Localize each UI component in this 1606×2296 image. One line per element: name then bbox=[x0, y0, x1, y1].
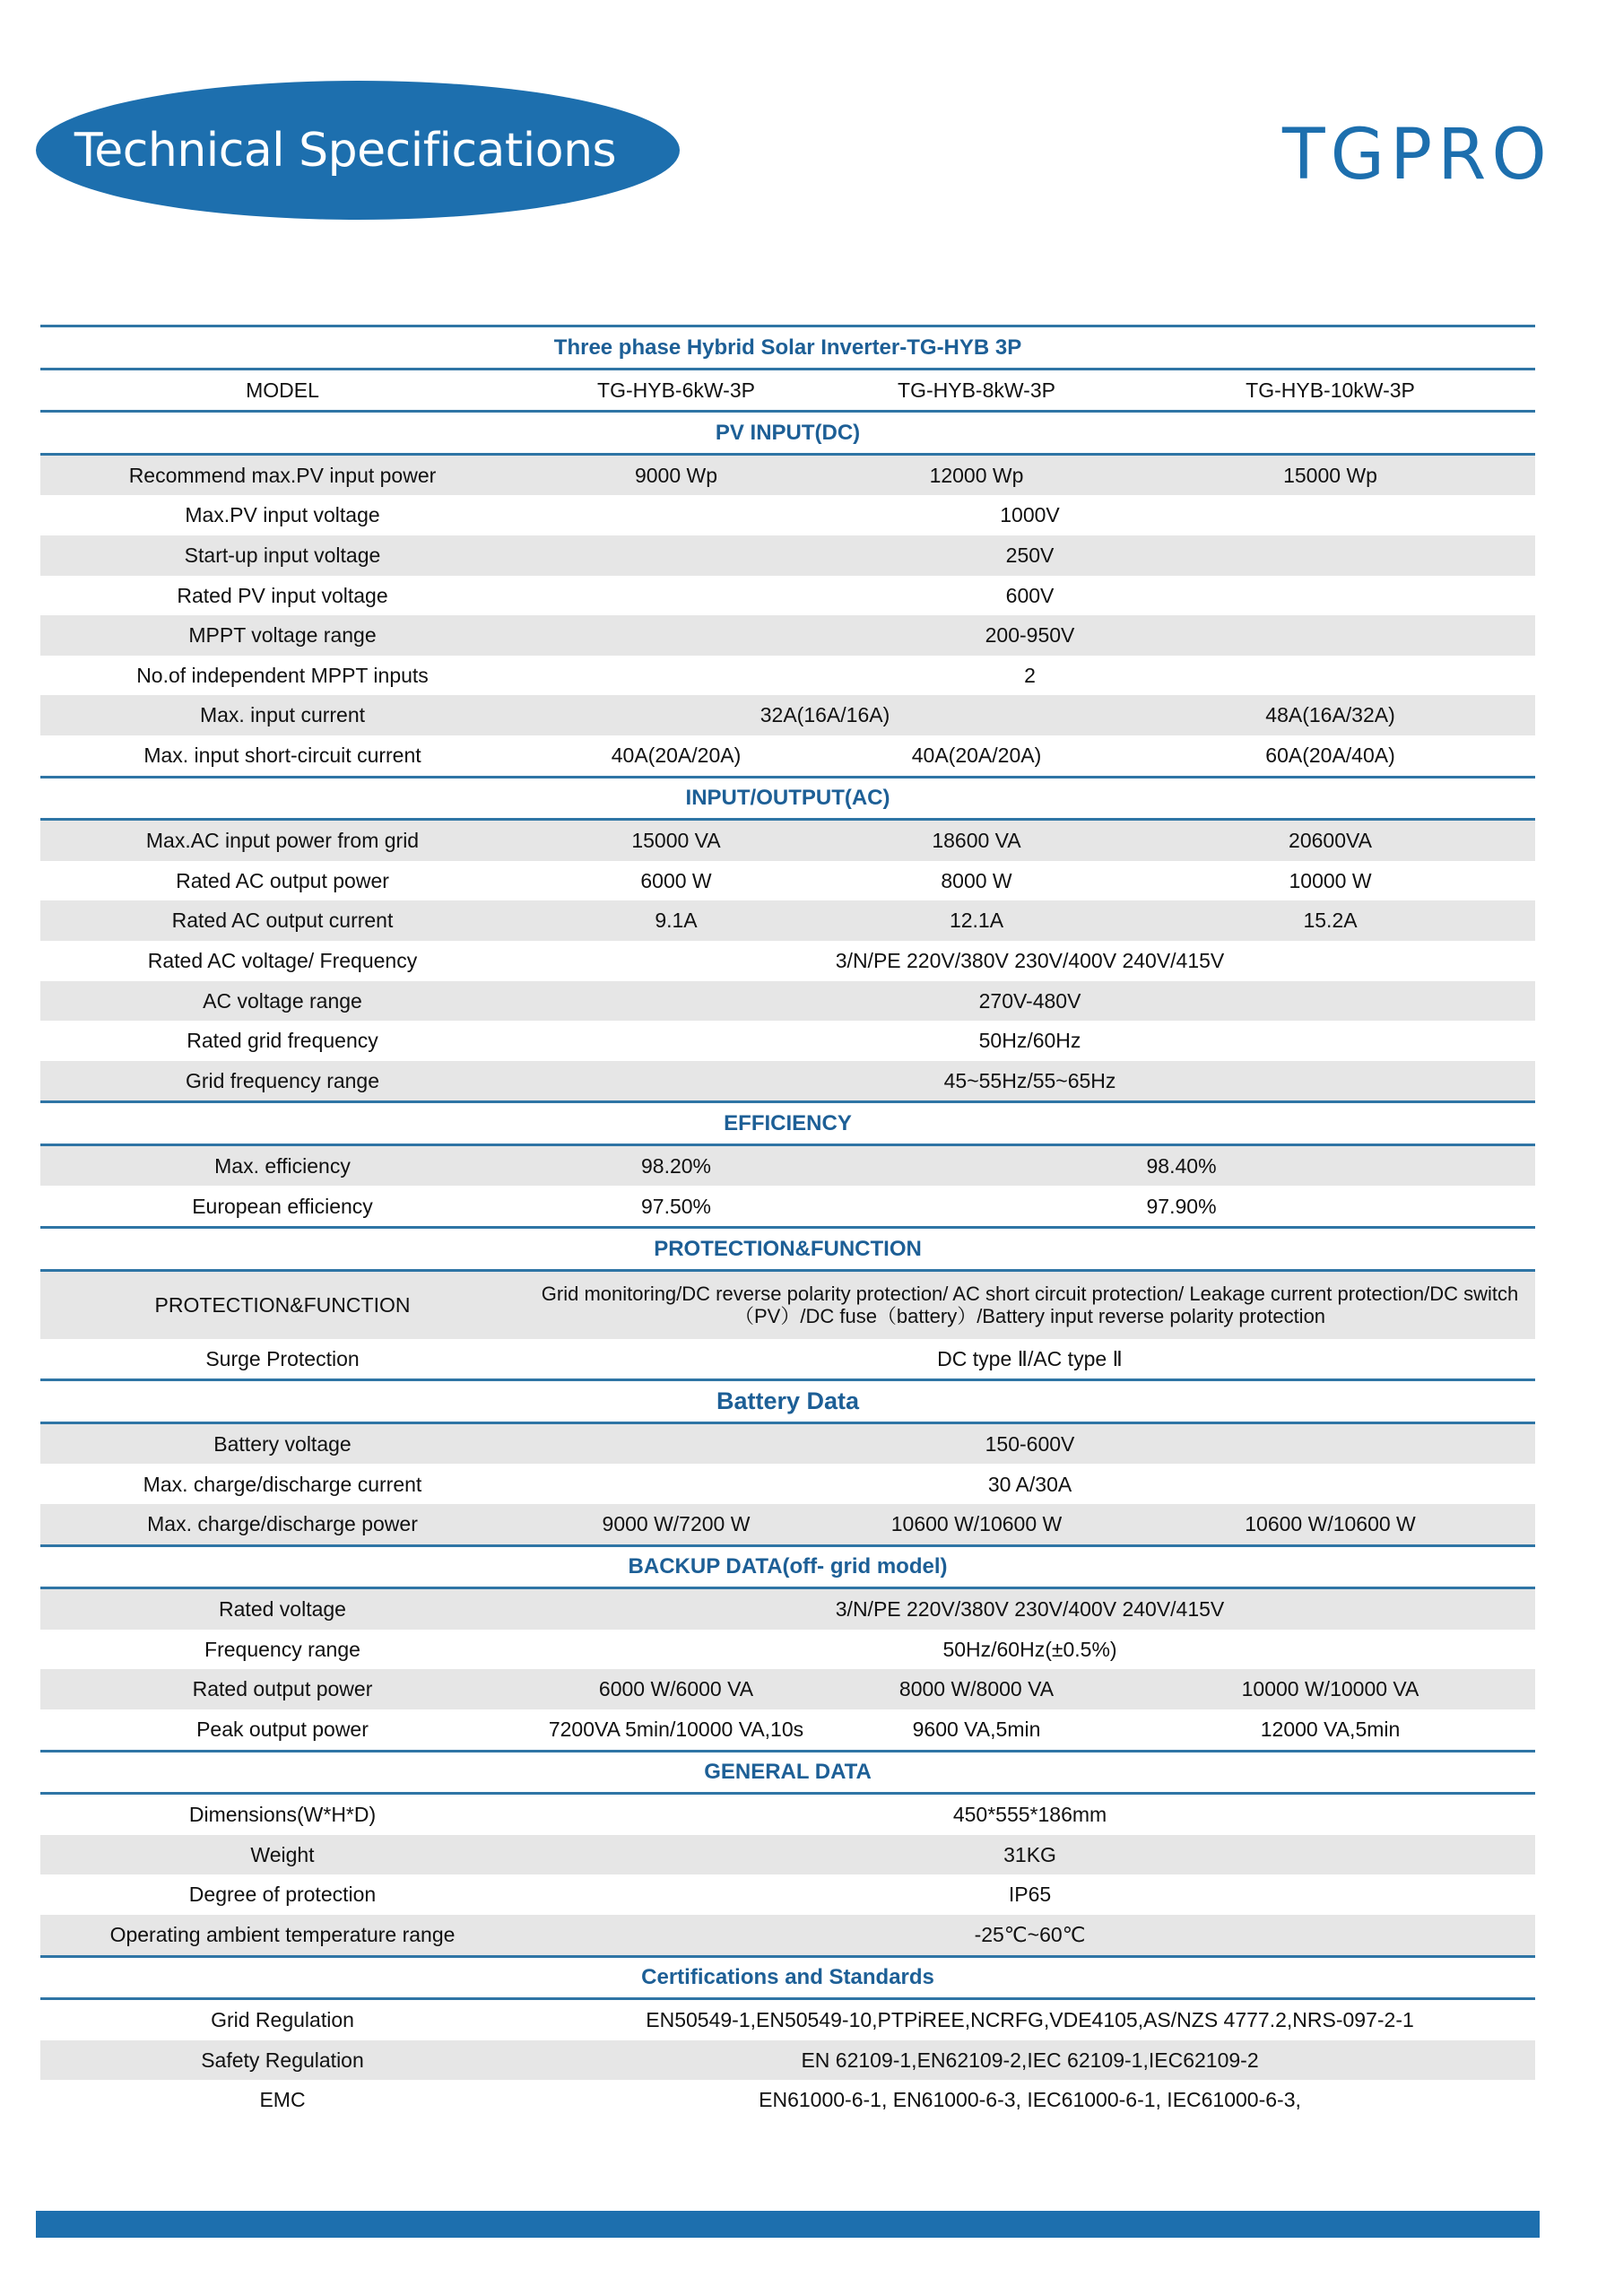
table-row bbox=[40, 1061, 1535, 1102]
row-label: Max. charge/discharge power bbox=[40, 1504, 525, 1545]
table-row bbox=[40, 615, 1535, 656]
row-label: AC voltage range bbox=[40, 981, 525, 1022]
section-title-protection: PROTECTION&FUNCTION bbox=[40, 1228, 1535, 1271]
table-row bbox=[40, 820, 1535, 861]
cell: 270V-480V bbox=[525, 981, 1535, 1022]
cell: 10600 W/10600 W bbox=[1125, 1504, 1535, 1545]
section-title-battery: Battery Data bbox=[40, 1380, 1535, 1423]
cell: 40A(20A/20A) bbox=[911, 744, 1042, 768]
row-label: Weight bbox=[40, 1835, 525, 1875]
product-title-row bbox=[40, 326, 1535, 370]
cell: 9.1A bbox=[525, 900, 828, 941]
cell: 150-600V bbox=[525, 1422, 1535, 1464]
table-row bbox=[40, 1422, 1535, 1464]
product-title: Three phase Hybrid Solar Inverter-TG-HYB 3P bbox=[40, 326, 1535, 370]
cell: 97.50% bbox=[640, 1194, 711, 1218]
model-label: MODEL bbox=[246, 378, 319, 402]
cell: 31KG bbox=[525, 1835, 1535, 1875]
cell: 10000 W bbox=[1289, 868, 1372, 892]
table-row bbox=[40, 1588, 1535, 1630]
section-title-efficiency: EFFICIENCY bbox=[40, 1102, 1535, 1145]
cell: 15.2A bbox=[1125, 900, 1535, 941]
cell: DC type Ⅱ/AC type Ⅱ bbox=[937, 1346, 1123, 1370]
cell: 6000 W bbox=[640, 868, 712, 892]
cell: 60A(20A/40A) bbox=[1265, 744, 1395, 768]
row-label: Rated AC output power bbox=[176, 868, 389, 892]
cell: 9600 VA,5min bbox=[912, 1718, 1041, 1742]
row-label: Rated output power bbox=[40, 1669, 525, 1709]
cell: 50Hz/60Hz(±0.5%) bbox=[942, 1637, 1117, 1661]
cell: 98.40% bbox=[828, 1144, 1535, 1186]
table-row bbox=[40, 2040, 1535, 2081]
row-label: Max.AC input power from grid bbox=[40, 820, 525, 861]
row-label: Rated AC output current bbox=[40, 900, 525, 941]
row-label: Peak output power bbox=[196, 1718, 369, 1742]
row-label: MPPT voltage range bbox=[40, 615, 525, 656]
table-row bbox=[40, 1794, 1535, 1835]
cell: 97.90% bbox=[1146, 1194, 1217, 1218]
section-title-certifications: Certifications and Standards bbox=[40, 1956, 1535, 1999]
cell: EN50549-1,EN50549-10,PTPiREE,NCRFG,VDE4105,AS/NZS 4777.2,NRS-097-2-1 bbox=[646, 2008, 1414, 2032]
spec-table bbox=[40, 325, 1535, 2120]
cell: 45~55Hz/55~65Hz bbox=[525, 1061, 1535, 1102]
cell: 1000V bbox=[1000, 503, 1060, 527]
row-label: EMC bbox=[259, 2088, 306, 2112]
row-label: No.of independent MPPT inputs bbox=[136, 663, 429, 687]
cell: 9000 Wp bbox=[525, 454, 828, 495]
cell: 9000 W/7200 W bbox=[525, 1504, 828, 1545]
table-row bbox=[40, 454, 1535, 495]
cell: 250V bbox=[525, 535, 1535, 576]
row-label: Recommend max.PV input power bbox=[40, 454, 525, 495]
table-row bbox=[40, 981, 1535, 1022]
cell: EN 62109-1,EN62109-2,IEC 62109-1,IEC62109-2 bbox=[525, 2040, 1535, 2081]
table-row bbox=[40, 2080, 1535, 2120]
row-label: Max. efficiency bbox=[40, 1144, 525, 1186]
row-label: Degree of protection bbox=[188, 1883, 377, 1907]
table-row bbox=[40, 1504, 1535, 1545]
section-title-general: GENERAL DATA bbox=[40, 1751, 1535, 1794]
row-label: Max. input short-circuit current bbox=[143, 744, 421, 768]
cell: 12.1A bbox=[828, 900, 1125, 941]
cell: 40A(20A/20A) bbox=[611, 744, 742, 768]
cell: 10000 W/10000 VA bbox=[1125, 1669, 1535, 1709]
cell: -25℃~60℃ bbox=[525, 1915, 1535, 1956]
table-row bbox=[40, 656, 1535, 696]
table-row bbox=[40, 1021, 1535, 1061]
row-label: European efficiency bbox=[192, 1194, 373, 1218]
page-title: Technical Specifications bbox=[74, 123, 617, 178]
table-row bbox=[40, 1270, 1535, 1339]
table-row bbox=[40, 576, 1535, 616]
cell: 98.20% bbox=[525, 1144, 828, 1186]
cell: 7200VA 5min/10000 VA,10s bbox=[548, 1718, 804, 1742]
cell: 8000 W/8000 VA bbox=[828, 1669, 1125, 1709]
cell: 8000 W bbox=[941, 868, 1012, 892]
cell: Grid monitoring/DC reverse polarity protection/ AC short circuit protection/ Leakage current protection/DC switch（PV）/DC fuse（battery）/Battery input reverse polarity protection bbox=[525, 1270, 1535, 1339]
table-row bbox=[40, 1669, 1535, 1709]
cell: 12000 Wp bbox=[828, 454, 1125, 495]
table-row bbox=[40, 941, 1535, 981]
cell: 2 bbox=[1024, 663, 1036, 687]
row-label: Max.PV input voltage bbox=[185, 503, 380, 527]
row-label: Grid frequency range bbox=[40, 1061, 525, 1102]
cell: 20600VA bbox=[1125, 820, 1535, 861]
row-label: Max. charge/discharge current bbox=[143, 1472, 422, 1496]
title-banner bbox=[36, 81, 680, 220]
cell: 30 A/30A bbox=[987, 1472, 1072, 1496]
table-row bbox=[40, 535, 1535, 576]
table-row bbox=[40, 1339, 1535, 1380]
cell: 18600 VA bbox=[828, 820, 1125, 861]
row-label: Rated AC voltage/ Frequency bbox=[147, 948, 418, 972]
section-title-pv-input: PV INPUT(DC) bbox=[40, 412, 1535, 455]
cell: 450*555*186mm bbox=[952, 1803, 1107, 1827]
model-name: TG-HYB-10kW-3P bbox=[1246, 378, 1415, 402]
row-label: Frequency range bbox=[204, 1637, 360, 1661]
cell: 50Hz/60Hz bbox=[978, 1029, 1081, 1053]
cell: 48A(16A/32A) bbox=[1125, 695, 1535, 735]
model-name: TG-HYB-8kW-3P bbox=[898, 378, 1055, 402]
section-title-backup: BACKUP DATA(off- grid model) bbox=[40, 1545, 1535, 1588]
row-label: Operating ambient temperature range bbox=[40, 1915, 525, 1956]
cell: 32A(16A/16A) bbox=[525, 695, 1125, 735]
section-title-ac: INPUT/OUTPUT(AC) bbox=[40, 777, 1535, 820]
table-row bbox=[40, 1709, 1535, 1751]
table-row bbox=[40, 1999, 1535, 2040]
cell: 15000 VA bbox=[525, 820, 828, 861]
row-label: Rated grid frequency bbox=[187, 1029, 378, 1053]
table-row bbox=[40, 1464, 1535, 1504]
row-label: Surge Protection bbox=[205, 1346, 360, 1370]
row-label: Grid Regulation bbox=[211, 2008, 354, 2032]
table-row bbox=[40, 900, 1535, 941]
cell: 6000 W/6000 VA bbox=[525, 1669, 828, 1709]
table-row bbox=[40, 1630, 1535, 1670]
table-row bbox=[40, 695, 1535, 735]
table-row bbox=[40, 1915, 1535, 1956]
model-name: TG-HYB-6kW-3P bbox=[597, 378, 755, 402]
cell: 10600 W/10600 W bbox=[828, 1504, 1125, 1545]
row-label: Start-up input voltage bbox=[40, 535, 525, 576]
row-label: Max. input current bbox=[40, 695, 525, 735]
cell: IP65 bbox=[1008, 1883, 1052, 1907]
cell: 3/N/PE 220V/380V 230V/400V 240V/415V bbox=[525, 1588, 1535, 1630]
table-row bbox=[40, 861, 1535, 901]
row-label: Dimensions(W*H*D) bbox=[188, 1803, 377, 1827]
cell: 12000 VA,5min bbox=[1260, 1718, 1401, 1742]
row-label: Rated PV input voltage bbox=[177, 583, 388, 607]
row-label: Rated voltage bbox=[40, 1588, 525, 1630]
cell: 3/N/PE 220V/380V 230V/400V 240V/415V bbox=[835, 948, 1225, 972]
row-label: Safety Regulation bbox=[40, 2040, 525, 2081]
footer-bar bbox=[36, 2211, 1540, 2238]
table-row bbox=[40, 495, 1535, 535]
model-row bbox=[40, 369, 1535, 412]
cell: 15000 Wp bbox=[1125, 454, 1535, 495]
brand-logo: TGPRO bbox=[1282, 115, 1552, 196]
table-row bbox=[40, 735, 1535, 777]
table-row bbox=[40, 1835, 1535, 1875]
row-label: PROTECTION&FUNCTION bbox=[40, 1270, 525, 1339]
table-row bbox=[40, 1144, 1535, 1186]
cell: 600V bbox=[1005, 583, 1055, 607]
cell: 200-950V bbox=[525, 615, 1535, 656]
cell: EN61000-6-1, EN61000-6-3, IEC61000-6-1, IEC61000-6-3, bbox=[759, 2088, 1301, 2112]
table-row bbox=[40, 1186, 1535, 1227]
table-row bbox=[40, 1874, 1535, 1915]
row-label: Battery voltage bbox=[40, 1422, 525, 1464]
